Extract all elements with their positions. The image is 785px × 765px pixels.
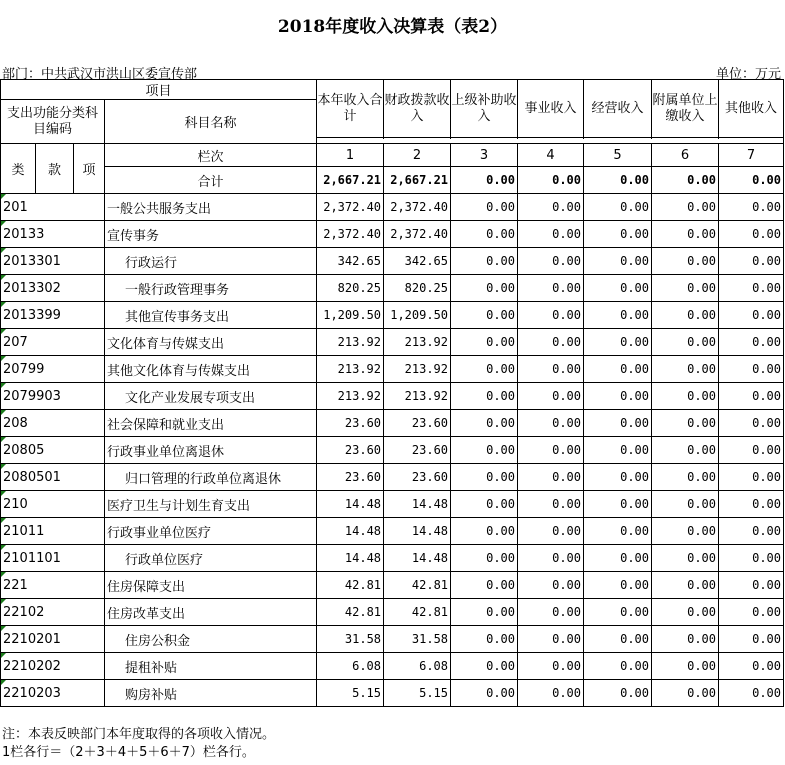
table-row — [1, 680, 784, 707]
table-row — [1, 653, 784, 680]
value-col-2: 42.81 — [384, 599, 451, 626]
value-col-4: 0.00 — [518, 626, 584, 653]
value-col-7: 0.00 — [719, 653, 784, 680]
total-label: 合计 — [105, 167, 317, 194]
value-col-1: 14.48 — [317, 491, 384, 518]
subject-name: 宣传事务 — [105, 221, 317, 248]
table-row — [1, 572, 784, 599]
value-col-7: 0.00 — [719, 545, 784, 572]
value-col-7: 0.00 — [719, 275, 784, 302]
value-col-4: 0.00 — [518, 302, 584, 329]
value-col-6: 0.00 — [652, 518, 719, 545]
value-col-5: 0.00 — [584, 356, 652, 383]
subject-code: 2079903 — [1, 383, 105, 410]
value-col-1: 23.60 — [317, 437, 384, 464]
value-col-6: 0.00 — [652, 680, 719, 707]
header-subject-name: 科目名称 — [105, 100, 317, 144]
report-title: 2018年度收入决算表（表2） — [277, 17, 508, 37]
table-row — [1, 491, 784, 518]
department-label: 部门：中共武汉市洪山区委宣传部 — [2, 67, 198, 82]
header-project: 项目 — [1, 80, 317, 100]
total-value-1: 2,667.21 — [317, 167, 384, 194]
value-col-6: 0.00 — [652, 599, 719, 626]
table-row — [1, 626, 784, 653]
value-col-3: 0.00 — [451, 275, 518, 302]
value-col-5: 0.00 — [584, 437, 652, 464]
column-no-1: 1 — [317, 144, 384, 167]
value-col-7: 0.00 — [719, 626, 784, 653]
value-col-4: 0.00 — [518, 221, 584, 248]
value-col-4: 0.00 — [518, 410, 584, 437]
subject-code: 22102 — [1, 599, 105, 626]
value-col-1: 14.48 — [317, 545, 384, 572]
value-col-7: 0.00 — [719, 518, 784, 545]
header-col-1: 本年收入合计 — [317, 80, 384, 138]
value-col-6: 0.00 — [652, 626, 719, 653]
value-col-6: 0.00 — [652, 248, 719, 275]
value-col-7: 0.00 — [719, 491, 784, 518]
value-col-2: 1,209.50 — [384, 302, 451, 329]
subject-code: 2210202 — [1, 653, 105, 680]
value-col-2: 342.65 — [384, 248, 451, 275]
value-col-2: 213.92 — [384, 383, 451, 410]
value-col-3: 0.00 — [451, 653, 518, 680]
value-col-6: 0.00 — [652, 383, 719, 410]
value-col-3: 0.00 — [451, 518, 518, 545]
value-col-2: 6.08 — [384, 653, 451, 680]
value-col-1: 1,209.50 — [317, 302, 384, 329]
column-no-3: 3 — [451, 144, 518, 167]
table-row — [1, 599, 784, 626]
column-no-6: 6 — [652, 144, 719, 167]
table-row — [1, 437, 784, 464]
value-col-5: 0.00 — [584, 653, 652, 680]
note-line-2: 1栏各行＝（2＋3＋4＋5＋6＋7）栏各行。 — [2, 745, 255, 760]
value-col-5: 0.00 — [584, 302, 652, 329]
subject-code: 2101101 — [1, 545, 105, 572]
total-value-4: 0.00 — [518, 167, 584, 194]
value-col-5: 0.00 — [584, 680, 652, 707]
value-col-2: 23.60 — [384, 437, 451, 464]
value-col-7: 0.00 — [719, 464, 784, 491]
value-col-5: 0.00 — [584, 599, 652, 626]
value-col-3: 0.00 — [451, 680, 518, 707]
value-col-7: 0.00 — [719, 248, 784, 275]
header-col-5: 经营收入 — [584, 80, 652, 138]
subject-name: 提租补贴 — [105, 653, 317, 680]
value-col-3: 0.00 — [451, 491, 518, 518]
value-col-6: 0.00 — [652, 275, 719, 302]
value-col-6: 0.00 — [652, 545, 719, 572]
subject-name: 文化产业发展专项支出 — [105, 383, 317, 410]
subject-name: 一般行政管理事务 — [105, 275, 317, 302]
subject-name: 医疗卫生与计划生育支出 — [105, 491, 317, 518]
header-xiang: 项 — [74, 144, 105, 194]
table-row — [1, 221, 784, 248]
total-value-7: 0.00 — [719, 167, 784, 194]
value-col-3: 0.00 — [451, 194, 518, 221]
value-col-5: 0.00 — [584, 221, 652, 248]
value-col-2: 5.15 — [384, 680, 451, 707]
header-col-7: 其他收入 — [719, 80, 784, 138]
table-row — [1, 410, 784, 437]
header-col-2: 财政拨款收入 — [384, 80, 451, 138]
subject-name: 文化体育与传媒支出 — [105, 329, 317, 356]
header-lei: 类 — [1, 144, 36, 194]
total-value-3: 0.00 — [451, 167, 518, 194]
value-col-4: 0.00 — [518, 680, 584, 707]
table-row — [1, 464, 784, 491]
value-col-4: 0.00 — [518, 437, 584, 464]
subject-code: 210 — [1, 491, 105, 518]
unit-label: 单位：万元 — [715, 67, 781, 82]
value-col-1: 213.92 — [317, 383, 384, 410]
value-col-7: 0.00 — [719, 356, 784, 383]
value-col-4: 0.00 — [518, 653, 584, 680]
value-col-4: 0.00 — [518, 275, 584, 302]
value-col-2: 14.48 — [384, 491, 451, 518]
column-no-2: 2 — [384, 144, 451, 167]
value-col-1: 213.92 — [317, 329, 384, 356]
value-col-1: 820.25 — [317, 275, 384, 302]
value-col-5: 0.00 — [584, 410, 652, 437]
table-row — [1, 302, 784, 329]
value-col-1: 31.58 — [317, 626, 384, 653]
subject-code: 20799 — [1, 356, 105, 383]
subject-name: 行政事业单位医疗 — [105, 518, 317, 545]
subject-code: 20805 — [1, 437, 105, 464]
value-col-2: 42.81 — [384, 572, 451, 599]
value-col-3: 0.00 — [451, 626, 518, 653]
value-col-7: 0.00 — [719, 599, 784, 626]
value-col-7: 0.00 — [719, 329, 784, 356]
value-col-1: 5.15 — [317, 680, 384, 707]
value-col-5: 0.00 — [584, 275, 652, 302]
value-col-4: 0.00 — [518, 572, 584, 599]
value-col-1: 42.81 — [317, 599, 384, 626]
value-col-3: 0.00 — [451, 545, 518, 572]
value-col-3: 0.00 — [451, 437, 518, 464]
value-col-1: 342.65 — [317, 248, 384, 275]
value-col-4: 0.00 — [518, 194, 584, 221]
subject-code: 221 — [1, 572, 105, 599]
value-col-1: 6.08 — [317, 653, 384, 680]
value-col-6: 0.00 — [652, 653, 719, 680]
total-value-2: 2,667.21 — [384, 167, 451, 194]
value-col-7: 0.00 — [719, 680, 784, 707]
table-row — [1, 329, 784, 356]
value-col-6: 0.00 — [652, 572, 719, 599]
header-column-no-label: 栏次 — [105, 144, 317, 167]
value-col-2: 2,372.40 — [384, 221, 451, 248]
column-no-4: 4 — [518, 144, 584, 167]
subject-code: 208 — [1, 410, 105, 437]
value-col-1: 23.60 — [317, 410, 384, 437]
subject-name: 归口管理的行政单位离退休 — [105, 464, 317, 491]
total-value-5: 0.00 — [584, 167, 652, 194]
value-col-2: 23.60 — [384, 464, 451, 491]
value-col-4: 0.00 — [518, 248, 584, 275]
note-line-1: 注：本表反映部门本年度取得的各项收入情况。 — [2, 727, 276, 742]
table-row — [1, 383, 784, 410]
value-col-6: 0.00 — [652, 221, 719, 248]
header-code-title: 支出功能分类科目编码 — [1, 100, 105, 144]
value-col-7: 0.00 — [719, 383, 784, 410]
value-col-4: 0.00 — [518, 356, 584, 383]
subject-code: 201 — [1, 194, 105, 221]
header-col-6: 附属单位上缴收入 — [652, 80, 719, 138]
value-col-1: 14.48 — [317, 518, 384, 545]
value-col-2: 23.60 — [384, 410, 451, 437]
value-col-3: 0.00 — [451, 599, 518, 626]
column-no-5: 5 — [584, 144, 652, 167]
value-col-6: 0.00 — [652, 302, 719, 329]
value-col-7: 0.00 — [719, 302, 784, 329]
subject-name: 其他宣传事务支出 — [105, 302, 317, 329]
value-col-3: 0.00 — [451, 383, 518, 410]
table-row — [1, 248, 784, 275]
subject-code: 207 — [1, 329, 105, 356]
column-no-7: 7 — [719, 144, 784, 167]
total-value-6: 0.00 — [652, 167, 719, 194]
value-col-4: 0.00 — [518, 464, 584, 491]
value-col-4: 0.00 — [518, 518, 584, 545]
value-col-5: 0.00 — [584, 545, 652, 572]
subject-name: 一般公共服务支出 — [105, 194, 317, 221]
value-col-4: 0.00 — [518, 329, 584, 356]
value-col-6: 0.00 — [652, 194, 719, 221]
value-col-6: 0.00 — [652, 356, 719, 383]
subject-code: 21011 — [1, 518, 105, 545]
value-col-6: 0.00 — [652, 329, 719, 356]
value-col-6: 0.00 — [652, 464, 719, 491]
value-col-5: 0.00 — [584, 329, 652, 356]
value-col-4: 0.00 — [518, 599, 584, 626]
subject-name: 住房改革支出 — [105, 599, 317, 626]
value-col-1: 42.81 — [317, 572, 384, 599]
income-final-accounts-table — [0, 79, 784, 707]
header-kuan: 款 — [36, 144, 74, 194]
value-col-2: 2,372.40 — [384, 194, 451, 221]
value-col-7: 0.00 — [719, 221, 784, 248]
value-col-3: 0.00 — [451, 302, 518, 329]
subject-name: 购房补贴 — [105, 680, 317, 707]
value-col-7: 0.00 — [719, 410, 784, 437]
value-col-5: 0.00 — [584, 572, 652, 599]
value-col-5: 0.00 — [584, 383, 652, 410]
table-row — [1, 275, 784, 302]
value-col-7: 0.00 — [719, 437, 784, 464]
subject-code: 2013399 — [1, 302, 105, 329]
subject-code: 2013302 — [1, 275, 105, 302]
value-col-1: 2,372.40 — [317, 194, 384, 221]
value-col-5: 0.00 — [584, 626, 652, 653]
value-col-3: 0.00 — [451, 464, 518, 491]
subject-code: 2210203 — [1, 680, 105, 707]
value-col-1: 23.60 — [317, 464, 384, 491]
value-col-5: 0.00 — [584, 194, 652, 221]
value-col-3: 0.00 — [451, 410, 518, 437]
value-col-4: 0.00 — [518, 383, 584, 410]
value-col-3: 0.00 — [451, 356, 518, 383]
subject-code: 20133 — [1, 221, 105, 248]
header-col-3: 上级补助收入 — [451, 80, 518, 138]
value-col-7: 0.00 — [719, 572, 784, 599]
subject-name: 行政运行 — [105, 248, 317, 275]
value-col-2: 31.58 — [384, 626, 451, 653]
subject-name: 行政单位医疗 — [105, 545, 317, 572]
subject-name: 社会保障和就业支出 — [105, 410, 317, 437]
value-col-5: 0.00 — [584, 518, 652, 545]
value-col-6: 0.00 — [652, 491, 719, 518]
value-col-6: 0.00 — [652, 410, 719, 437]
header-col-4: 事业收入 — [518, 80, 584, 138]
subject-code: 2080501 — [1, 464, 105, 491]
table-row — [1, 518, 784, 545]
subject-name: 其他文化体育与传媒支出 — [105, 356, 317, 383]
subject-name: 行政事业单位离退休 — [105, 437, 317, 464]
value-col-2: 213.92 — [384, 356, 451, 383]
value-col-2: 820.25 — [384, 275, 451, 302]
value-col-4: 0.00 — [518, 545, 584, 572]
table-row — [1, 194, 784, 221]
value-col-4: 0.00 — [518, 491, 584, 518]
value-col-6: 0.00 — [652, 437, 719, 464]
table-row — [1, 356, 784, 383]
value-col-5: 0.00 — [584, 464, 652, 491]
value-col-3: 0.00 — [451, 572, 518, 599]
subject-code: 2210201 — [1, 626, 105, 653]
value-col-1: 213.92 — [317, 356, 384, 383]
value-col-1: 2,372.40 — [317, 221, 384, 248]
value-col-3: 0.00 — [451, 221, 518, 248]
value-col-5: 0.00 — [584, 248, 652, 275]
table-notes — [2, 726, 275, 762]
value-col-3: 0.00 — [451, 329, 518, 356]
value-col-2: 14.48 — [384, 545, 451, 572]
value-col-2: 213.92 — [384, 329, 451, 356]
value-col-2: 14.48 — [384, 518, 451, 545]
value-col-3: 0.00 — [451, 248, 518, 275]
subject-code: 2013301 — [1, 248, 105, 275]
subject-name: 住房保障支出 — [105, 572, 317, 599]
value-col-7: 0.00 — [719, 194, 784, 221]
subject-name: 住房公积金 — [105, 626, 317, 653]
table-row — [1, 545, 784, 572]
value-col-5: 0.00 — [584, 491, 652, 518]
